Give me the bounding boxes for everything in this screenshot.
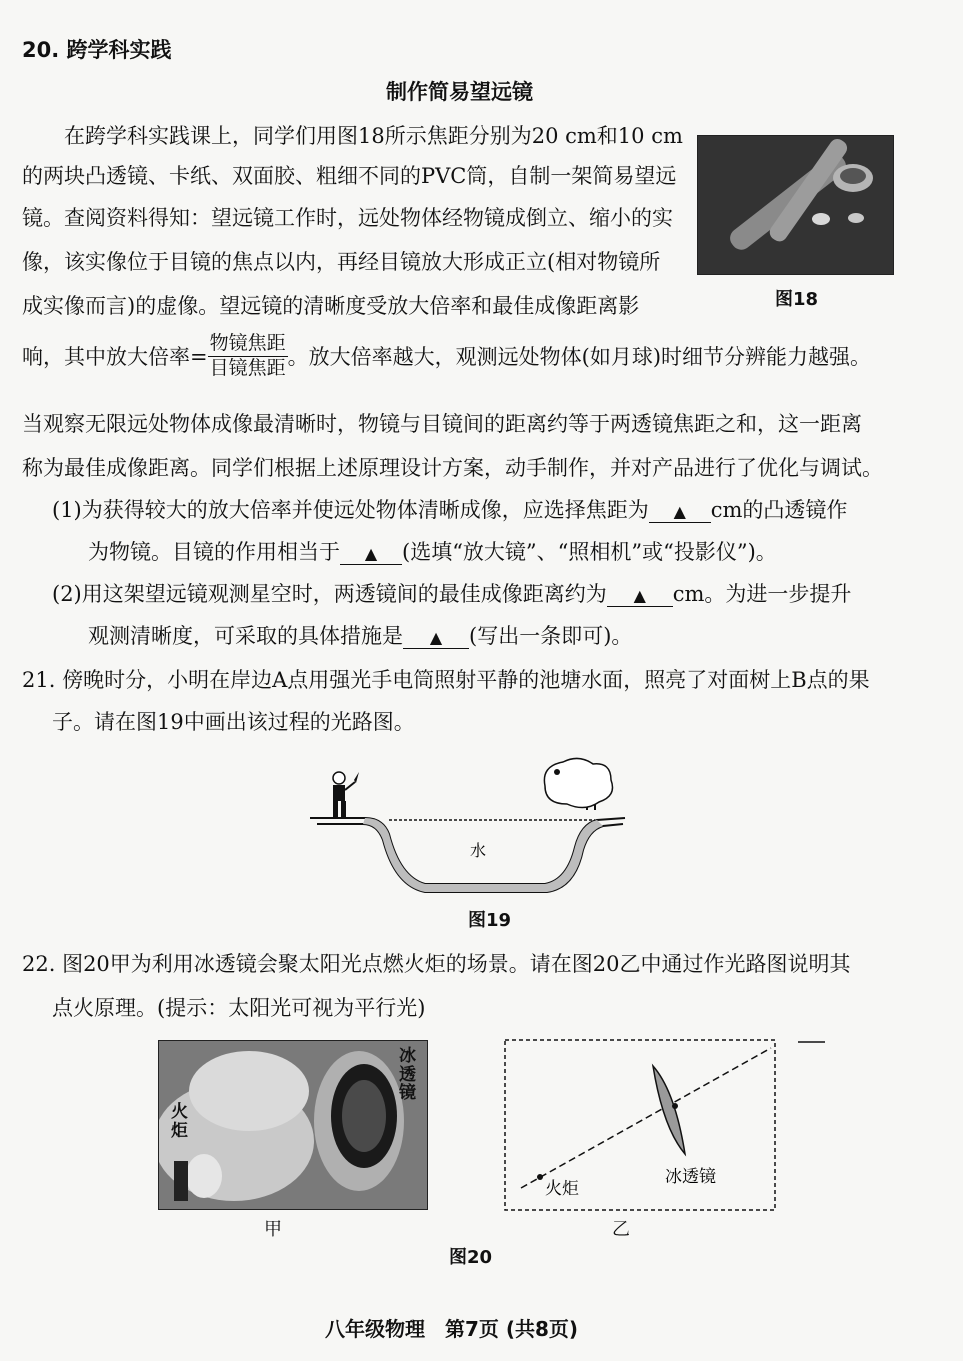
subquestion-text: (2)用这架望远镜观测星空时，两透镜间的最佳成像距离约为: [52, 582, 607, 606]
question-22-line1: 22. 图20甲为利用冰透镜会聚太阳光点燃火炬的场景。请在图20乙中通过作光路图说明其: [22, 952, 851, 976]
subquestion-text: 观测清晰度，可采取的具体措施是: [88, 624, 403, 648]
ice-lens-scene-illustration: [159, 1041, 427, 1209]
blank-marker: ▲: [364, 544, 378, 563]
answer-blank[interactable]: [649, 498, 711, 523]
telescope-parts-illustration: [698, 136, 893, 274]
question-20-heading: 20. 跨学科实践: [22, 38, 172, 62]
formula-line: [22, 332, 871, 381]
diagram-label-ice-lens: 冰透镜: [665, 1167, 716, 1187]
subquestion-text: (1)为获得较大的放大倍率并使远处物体清晰成像，应选择焦距为: [52, 498, 649, 522]
blank-marker: ▲: [673, 502, 686, 521]
para-line: 称为最佳成像距离。同学们根据上述原理设计方案，动手制作，并对产品进行了优化与调试。: [22, 456, 883, 480]
figure-19-pond-diagram: [305, 752, 645, 902]
subquestion-1-line1: [52, 494, 847, 524]
water-label: 水: [470, 841, 487, 860]
subquestion-text: 为物镜。目镜的作用相当于: [88, 540, 340, 564]
photo-label-torch: 火炬: [171, 1102, 188, 1141]
para-line: 在跨学科实践课上，同学们用图18所示焦距分别为20 cm和10 cm: [64, 124, 683, 148]
figure-20b-caption: 乙: [612, 1219, 630, 1240]
subquestion-text: (写出一条即可)。: [469, 624, 633, 648]
question-20-title: 制作简易望远镜: [386, 80, 533, 104]
figure-20-caption: 图20: [449, 1247, 493, 1268]
blank-marker: ▲: [429, 628, 443, 647]
formula-suffix: 。放大倍率越大，观测远处物体(如月球)时细节分辨能力越强。: [287, 345, 872, 370]
figure-20b-diagram[interactable]: [503, 1036, 833, 1216]
subquestion-1-line2: [88, 536, 777, 566]
photo-label-ice-lens: 冰透镜: [399, 1046, 416, 1104]
para-line: 当观察无限远处物体成像最清晰时，物镜与目镜间的距离约等于两透镜焦距之和，这一距离: [22, 412, 862, 436]
para-line: 像，该实像位于目镜的焦点以内，再经目镜放大形成正立(相对物镜所: [22, 250, 661, 274]
figure-18-photo: [697, 135, 894, 275]
magnification-fraction: [208, 332, 288, 381]
answer-blank[interactable]: [607, 582, 673, 607]
formula-prefix: 响，其中放大倍率=: [22, 345, 208, 370]
fraction-denominator: 目镜焦距: [209, 356, 286, 379]
fraction-numerator: 物镜焦距: [208, 332, 288, 357]
subquestion-text: cm。为进一步提升: [672, 582, 852, 606]
answer-blank[interactable]: [403, 624, 469, 649]
answer-blank[interactable]: [340, 540, 402, 565]
subquestion-2-line2: [88, 620, 632, 650]
figure-20a-photo: [158, 1040, 428, 1210]
figure-20a-caption: 甲: [264, 1219, 282, 1240]
figure-18-caption: 图18: [775, 289, 819, 310]
subquestion-text: (选填“放大镜”、“照相机”或“投影仪”)。: [402, 540, 777, 564]
diagram-label-torch: 火炬: [545, 1179, 579, 1199]
question-22-line2: 点火原理。(提示：太阳光可视为平行光): [52, 996, 426, 1020]
subquestion-text: cm的凸透镜作: [710, 498, 848, 522]
para-line: 的两块凸透镜、卡纸、双面胶、粗细不同的PVC筒，自制一架简易望远: [22, 164, 677, 188]
para-line: 成实像而言)的虚像。望远镜的清晰度受放大倍率和最佳成像距离影: [22, 294, 640, 318]
figure-19-caption: 图19: [468, 910, 512, 931]
blank-marker: ▲: [633, 586, 646, 605]
question-21-line2: 子。请在图19中画出该过程的光路图。: [52, 710, 415, 734]
subquestion-2-line1: [52, 578, 851, 608]
page-footer: 八年级物理 第7页 (共8页): [325, 1317, 579, 1341]
question-21-line1: 21. 傍晚时分，小明在岸边A点用强光手电筒照射平静的池塘水面，照亮了对面树上B点的果: [22, 668, 870, 692]
para-line: 镜。查阅资料得知：望远镜工作时，远处物体经物镜成倒立、缩小的实: [22, 206, 673, 230]
